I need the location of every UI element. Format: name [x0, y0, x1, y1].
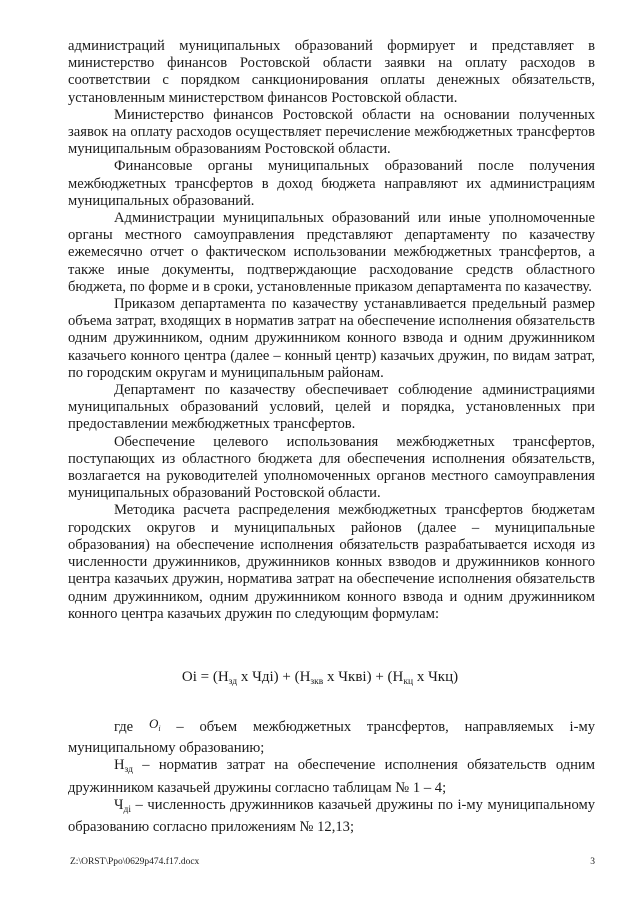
formula-part-3: х Чкві) + (Н — [323, 669, 404, 685]
footer-file-path: Z:\ORST\Ppo\0629p474.f17.docx — [70, 857, 200, 867]
distribution-formula — [0, 668, 640, 691]
chd-description: – численность дружинников казачьей дружины по i-му муниципальному образованию согласно приложениям № 12,13; — [68, 796, 595, 836]
formula-sub-nzkv: зкв — [310, 677, 324, 687]
document-body — [68, 38, 595, 623]
nzd-description: – норматив затрат на обеспечение исполнения обязательств одним дружинником казачьей дружины согласно таблицам № 1 – 4; — [68, 757, 595, 796]
paragraph-7: Обеспечение целевого использования межбюджетных трансфертов, поступающих из областного бюджета для обеспечения исполнения обязательств, возлагается на руководителей уполномоченных органов местного самоуправления муниципальных образований Ростовской области. — [68, 433, 595, 502]
paragraph-8: Методика расчета распределения межбюджетных трансфертов бюджетам городских округов и муниципальных районов (далее – муниципальные образования) на обеспечение исполнения обязательств разрабатывается исходя из численности дружинников, дружинников конных взводов и дружинников конного центра казачьих дружин, норматива затрат на обеспечение исполнения обязательств одним дружинником, одним дружинником конного взвода и одним дружинником конного центра казачьих дружин по следующим формулам: — [68, 502, 595, 622]
formula-sub-nkc: кц — [403, 677, 414, 687]
nzd-letter: Н — [114, 757, 125, 774]
formula-sub-nzd: зд — [228, 677, 238, 687]
chd-letter: Ч — [114, 796, 124, 813]
chd-subscript: дi — [123, 804, 131, 815]
definition-oi — [68, 718, 595, 757]
formula-definitions — [68, 718, 595, 836]
page-number: 3 — [590, 857, 595, 867]
formula-part-4: х Чкц) — [413, 669, 459, 685]
paragraph-2: Министерство финансов Ростовской области на основании полученных заявок на оплату расходов осуществляет перечисление межбюджетных трансфертов муниципальным образованиям Ростовской области. — [68, 106, 595, 158]
formula-part-1: Oi = (Н — [181, 669, 229, 685]
oi-subscript: i — [158, 724, 161, 733]
definition-nzd — [68, 757, 595, 796]
paragraph-3: Финансовые органы муниципальных образований после получения межбюджетных трансфертов в доход бюджета направляют их администрациям муниципальных образований. — [68, 158, 595, 209]
nzd-subscript: зд — [124, 765, 133, 776]
paragraph-6: Департамент по казачеству обеспечивает соблюдение администрациями муниципальных образований условий, целей и порядка, установленных при предоставлении межбюджетных трансфертов. — [68, 382, 595, 433]
paragraph-5: Приказом департамента по казачеству устанавливается предельный размер объема затрат, входящих в норматив затрат на обеспечение исполнения обязательств одним дружинником, одним дружинником конного взвода и одним дружинником казачьего конного центра (далее – конный центр) казачьих дружин, по видам затрат, по городским округам и муниципальным районам. — [68, 296, 595, 381]
definition-chd — [68, 797, 595, 836]
paragraph-4: Администрации муниципальных образований или иные уполномоченные органы местного самоуправления представляют департаменту по казачеству ежемесячно отчет о фактическом использовании межбюджетных трансфертов, а также иные документы, подтверждающие расходование средств областного бюджета, по форме и в сроки, установленные приказом департамента по казачеству. — [68, 210, 595, 295]
oi-letter: O — [148, 716, 159, 731]
oi-description: – объем межбюджетных трансфертов, направляемых i-му муниципальному образованию; — [68, 719, 595, 757]
oi-symbol — [149, 716, 161, 731]
paragraph-1: администраций муниципальных образований формирует и представляет в министерство финансов Ростовской области заявки на оплату расходов в соответствии с порядком санкционирования оплаты денежных обязательств, установленным министерством финансов Ростовской области. — [68, 38, 595, 106]
formula-part-2: х Чдi) + (Н — [237, 669, 311, 685]
where-word: где — [114, 719, 134, 735]
